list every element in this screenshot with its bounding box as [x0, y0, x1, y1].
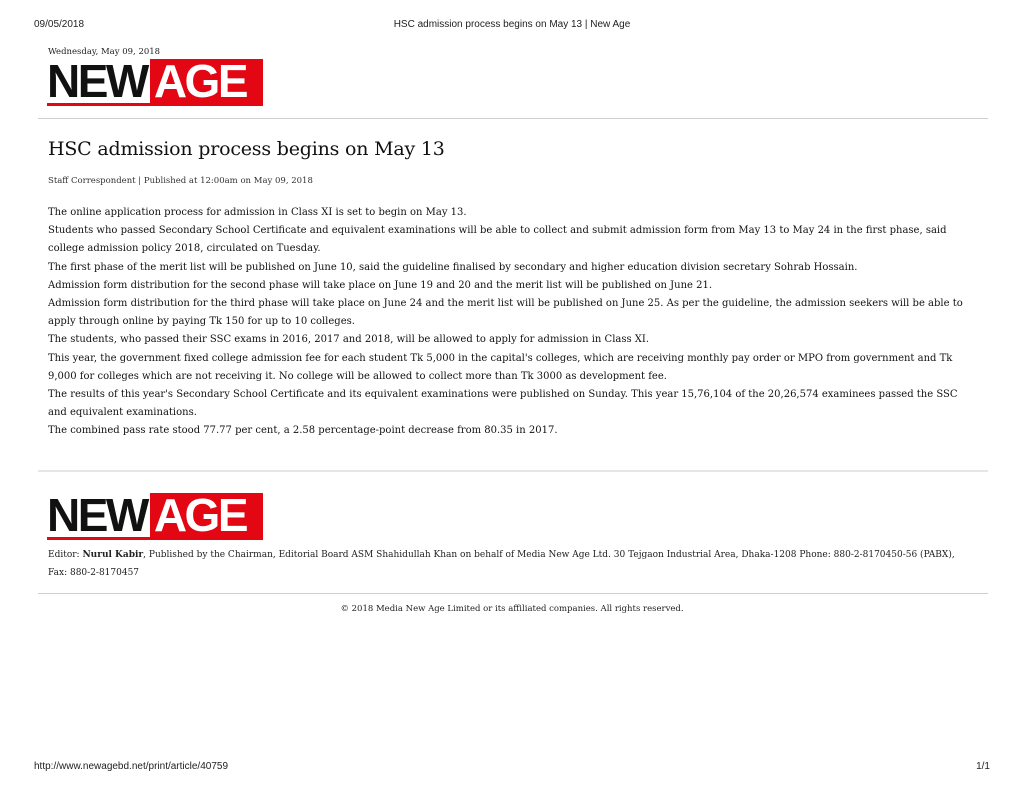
article-paragraph: This year, the government fixed college admission fee for each student Tk 5,000 in the capital's colleges, which are receiving monthly pay order or MPO from government and Tk 9,000 for colleges which are not receiving it. No college will be allowed to collect more than Tk 3000 as development fee. — [48, 352, 953, 382]
article-body — [48, 204, 970, 441]
article-paragraph: The first phase of the merit list will be published on June 10, said the guideline finalised by secondary and higher education division secretary Sohrab Hossain. — [48, 261, 858, 273]
article-paragraph: The online application process for admission in Class XI is set to begin on May 13. — [48, 207, 467, 218]
logo-age-text: AGE — [150, 59, 263, 103]
article-headline: HSC admission process begins on May 13 — [48, 138, 445, 160]
date-line: Wednesday, May 09, 2018 — [48, 47, 161, 57]
article-paragraph: Admission form distribution for the third phase will take place on June 24 and the merit list will be published on June 25. As per the guideline, the admission seekers will be able to apply through online by paying Tk 150 for up to 10 colleges. — [48, 298, 963, 328]
divider — [38, 118, 988, 119]
article-paragraph: Students who passed Secondary School Certificate and equivalent examinations will be able to collect and submit admission form from May 13 to May 24 in the first phase, said college admission policy 2018, circulated on Tuesday. — [48, 225, 947, 255]
copyright: © 2018 Media New Age Limited or its affiliated companies. All rights reserved. — [340, 604, 684, 614]
logo-new-text: NEW — [47, 59, 150, 103]
print-date: 09/05/2018 — [34, 19, 85, 30]
article-paragraph: The students, who passed their SSC exams in 2016, 2017 and 2018, will be allowed to apply for admission in Class XI. — [48, 334, 650, 346]
divider — [38, 470, 988, 472]
article-byline: Staff Correspondent | Published at 12:00am on May 09, 2018 — [48, 176, 313, 186]
footer-logo — [47, 493, 263, 540]
logo-age-text: AGE — [150, 493, 263, 537]
print-title: HSC admission process begins on May 13 | New Age — [393, 19, 631, 30]
logo-new-text: NEW — [47, 493, 150, 537]
divider — [38, 593, 988, 594]
publisher-text: , Published by the Chairman, Editorial Board ASM Shahidullah Khan on behalf of Media New Age Ltd. 30 Tejgaon Industrial Area, Dhaka-1208 Phone: 880-2-8170450-56 (PABX), Fax: 880-2-8170457 — [48, 550, 955, 578]
new-age-logo — [47, 59, 263, 106]
article-paragraph: The results of this year's Secondary School Certificate and its equivalent examinations were published on Sunday. This year 15,76,104 of the 20,26,574 examinees passed the SSC and equivalent examinations. — [48, 389, 958, 419]
article-paragraph: The combined pass rate stood 77.77 per cent, a 2.58 percentage-point decrease from 80.35 in 2017. — [48, 425, 558, 437]
editor-label: Editor: — [48, 550, 83, 560]
print-url[interactable]: http://www.newagebd.net/print/article/40759 — [34, 761, 229, 772]
editor-name: Nurul Kabir — [82, 550, 144, 560]
print-page-number: 1/1 — [976, 761, 990, 772]
editor-info — [48, 546, 960, 582]
article-paragraph: Admission form distribution for the second phase will take place on June 19 and 20 and the merit list will be published on June 21. — [48, 279, 713, 291]
